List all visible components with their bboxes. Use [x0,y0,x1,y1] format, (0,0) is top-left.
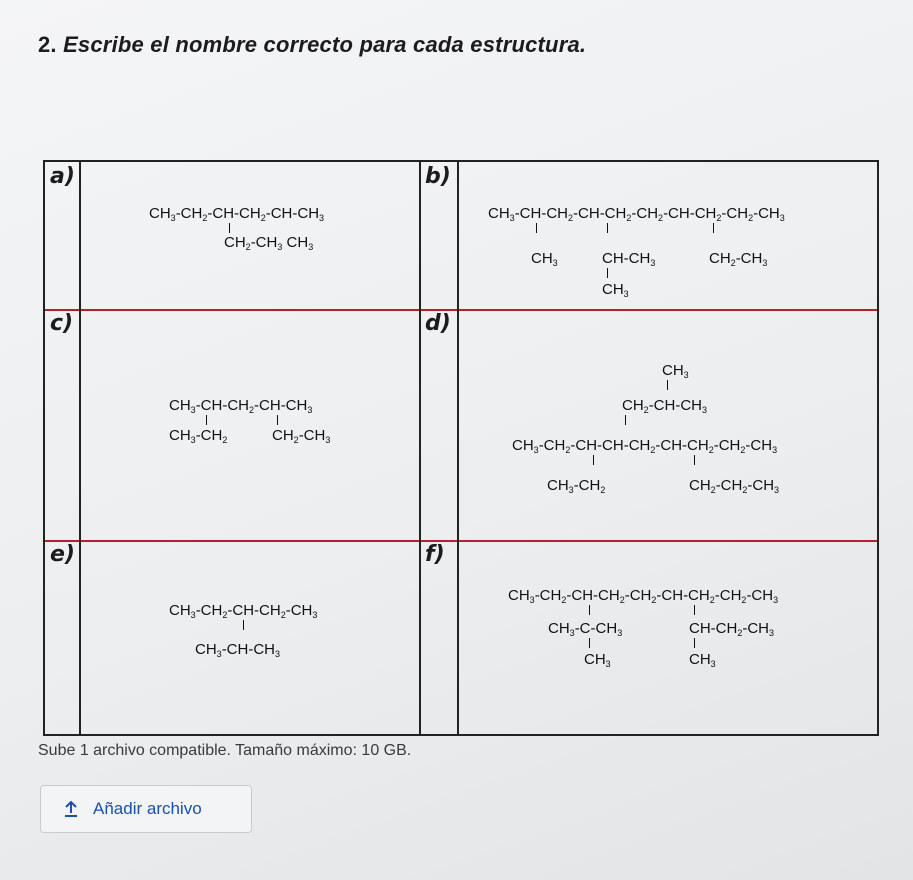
column-divider [79,162,81,734]
formula-a-branch: $CH_2-CH_3$ $CH_3$ [224,234,314,252]
row-divider [45,309,877,311]
question-text: Escribe el nombre correcto para cada estructura. [63,32,587,57]
bond [589,605,590,615]
formula-e-main: $CH_3-CH_2-CH-CH_2-CH_3$ [169,602,318,620]
bond [625,415,626,425]
formula-c-branch-1: $CH_3-CH_2$ [169,427,228,445]
column-divider [419,162,421,734]
bond [607,223,608,233]
formula-f-branch-3: $CH_3$ [584,651,611,669]
formula-d-branch-3: $CH_3-CH_2$ [547,477,606,495]
structures-table [43,160,879,736]
bond [206,415,207,425]
bond [593,455,594,465]
column-divider [457,162,459,734]
question-title [38,32,586,58]
formula-b-main: $CH_3-CH-CH_2-CH-CH_2-CH_2-CH-CH_2-CH_2-CH_3$ [488,205,785,223]
question-number: 2. [38,32,57,57]
cell-letter-b: b) [425,164,451,189]
cell-letter-e: e) [50,542,75,567]
formula-d-main: $CH_3-CH_2-CH-CH-CH_2-CH-CH_2-CH_2-CH_3$ [512,437,778,455]
bond [607,268,608,278]
cell-letter-a: a) [50,164,75,189]
formula-f-branch-1: $CH_3-C-CH_3$ [548,620,623,638]
bond [713,223,714,233]
formula-f-main: $CH_3-CH_2-CH-CH_2-CH_2-CH-CH_2-CH_2-CH_3$ [508,587,779,605]
formula-d-branch-1: $CH_3$ [662,362,689,380]
formula-f-branch-2: $CH-CH_2-CH_3$ [689,620,775,638]
add-file-button[interactable] [40,785,252,833]
formula-f-branch-4: $CH_3$ [689,651,716,669]
formula-b-branch-2: $CH-CH_3$ [602,250,656,268]
formula-d-branch-2: $CH_2-CH-CH_3$ [622,397,708,415]
bond [589,638,590,648]
formula-b-branch-4: $CH_2-CH_3$ [709,250,768,268]
formula-e-branch: $CH_3-CH-CH_3$ [195,641,281,659]
cell-letter-c: c) [50,311,74,336]
formula-b-branch-3: $CH_3$ [602,281,629,299]
bond [694,455,695,465]
upload-icon [63,800,79,818]
bond [229,223,230,233]
bond [277,415,278,425]
cell-letter-f: f) [425,542,445,567]
formula-b-branch-1: $CH_3$ [531,250,558,268]
formula-d-branch-4: $CH_2-CH_2-CH_3$ [689,477,780,495]
cell-letter-d: d) [425,311,451,336]
add-file-label: Añadir archivo [93,799,202,818]
bond [667,380,668,390]
upload-note: Sube 1 archivo compatible. Tamaño máximo: 10 GB. [38,742,412,759]
row-divider [45,540,877,542]
bond [243,620,244,630]
bond [536,223,537,233]
formula-a-main: $CH_3-CH_2-CH-CH_2-CH-CH_3$ [149,205,325,223]
bond [694,605,695,615]
bond [694,638,695,648]
formula-c-main: $CH_3-CH-CH_2-CH-CH_3$ [169,397,313,415]
formula-c-branch-2: $CH_2-CH_3$ [272,427,331,445]
